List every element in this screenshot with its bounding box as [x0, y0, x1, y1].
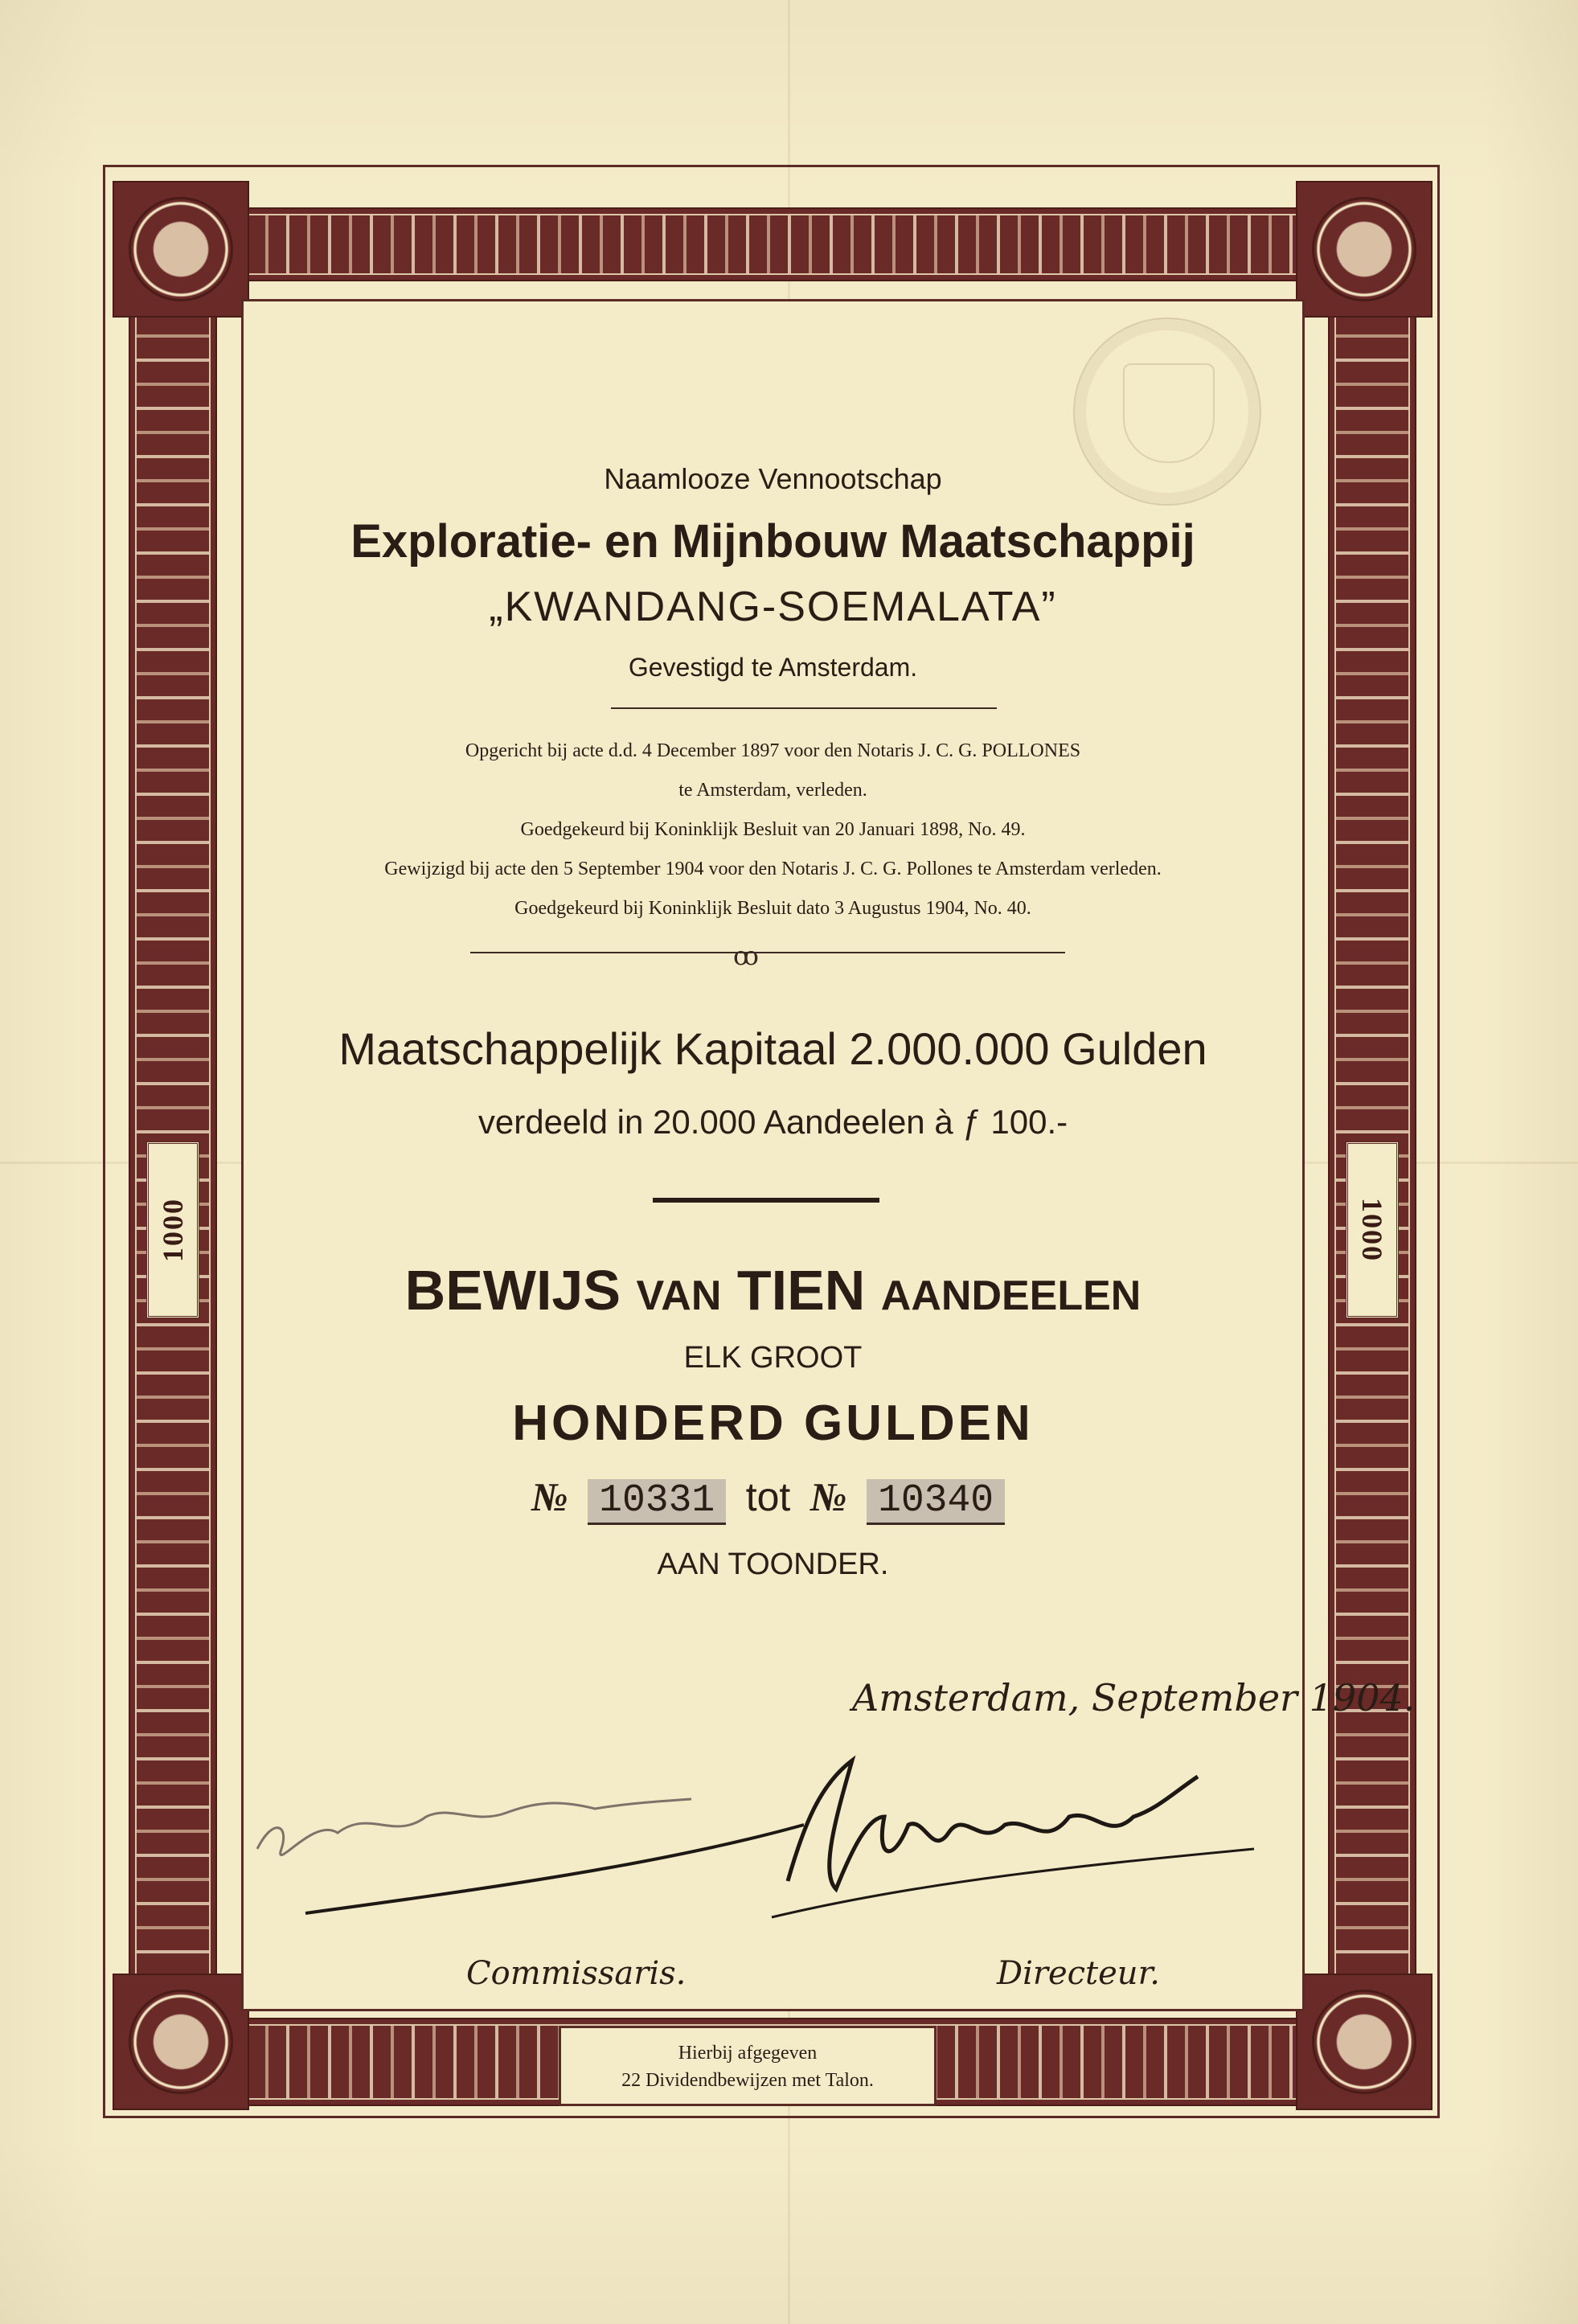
legal-line: Opgericht bij acte d.d. 4 December 1897 voor den Notaris J. C. G. POLLONES — [465, 740, 1081, 761]
medallion-icon — [129, 1990, 233, 2094]
company-type: Naamlooze Vennootschap — [604, 462, 942, 495]
legal-details — [241, 732, 1305, 928]
company-seat: Gevestigd te Amsterdam. — [628, 653, 918, 682]
dividend-note-line: Hierbij afgegeven — [678, 2043, 818, 2064]
directeur-signature-icon — [772, 1849, 1254, 1917]
each-value-label: ELK GROOT — [683, 1341, 863, 1375]
title-word: VAN — [636, 1273, 722, 1319]
number-sign: № — [531, 1474, 568, 1519]
denomination-left: 1000 — [146, 1142, 199, 1318]
medallion-icon — [1312, 197, 1416, 301]
place-and-date: Amsterdam, September 1904. — [852, 1676, 1416, 1719]
number-from: 10331 — [588, 1479, 726, 1525]
dividend-note — [559, 2026, 937, 2106]
bearer-label: AAN TOONDER. — [657, 1547, 889, 1581]
number-to: 10340 — [867, 1479, 1005, 1525]
title-word: AANDEELEN — [880, 1273, 1141, 1319]
dividend-note-line: 22 Dividendbewijzen met Talon. — [621, 2070, 874, 2091]
divider — [611, 707, 997, 709]
directeur-signature-icon — [788, 1760, 1198, 1889]
authorized-capital: Maatschappelijk Kapitaal 2.000.000 Gulden — [338, 1023, 1207, 1074]
commissaris-signature-icon — [305, 1825, 804, 1913]
title-word: TIEN — [736, 1259, 866, 1322]
number-sign: № — [809, 1474, 847, 1519]
certificate-title — [241, 1258, 1305, 1322]
divider — [653, 1198, 879, 1203]
company-short-name: „KWANDANG-SOEMALATA” — [489, 584, 1057, 630]
commissaris-signature-icon — [257, 1799, 691, 1855]
denomination-right: 1000 — [1346, 1142, 1399, 1318]
medallion-icon — [1312, 1990, 1416, 2094]
commissaris-label: Commissaris. — [466, 1955, 687, 1992]
medallion-icon — [129, 197, 233, 301]
company-name: Exploratie- en Mijnbouw Maatschappij — [350, 515, 1195, 568]
legal-line: Goedgekeurd bij Koninklijk Besluit van 20 Januari 1898, No. 49. — [520, 819, 1026, 840]
legal-line: te Amsterdam, verleden. — [678, 780, 867, 801]
title-word: BEWIJS — [404, 1259, 621, 1322]
divider — [470, 952, 1065, 953]
legal-line: Gewijzigd bij acte den 5 September 1904 voor den Notaris J. C. G. Pollones te Amsterdam verleden. — [384, 859, 1162, 879]
top-ornament-band — [240, 207, 1306, 281]
directeur-label: Directeur. — [997, 1955, 1161, 1992]
scroll-ornament-icon: ꝏ — [733, 941, 759, 970]
legal-line: Goedgekeurd bij Koninklijk Besluit dato 3 Augustus 1904, No. 40. — [514, 898, 1031, 919]
certificate-number-range — [241, 1474, 1305, 1525]
range-word: tot — [745, 1474, 791, 1519]
share-division: verdeeld in 20.000 Aandeelen à ƒ 100.- — [477, 1103, 1068, 1141]
signatures — [241, 1728, 1305, 1994]
par-value: HONDERD GULDEN — [512, 1396, 1034, 1451]
